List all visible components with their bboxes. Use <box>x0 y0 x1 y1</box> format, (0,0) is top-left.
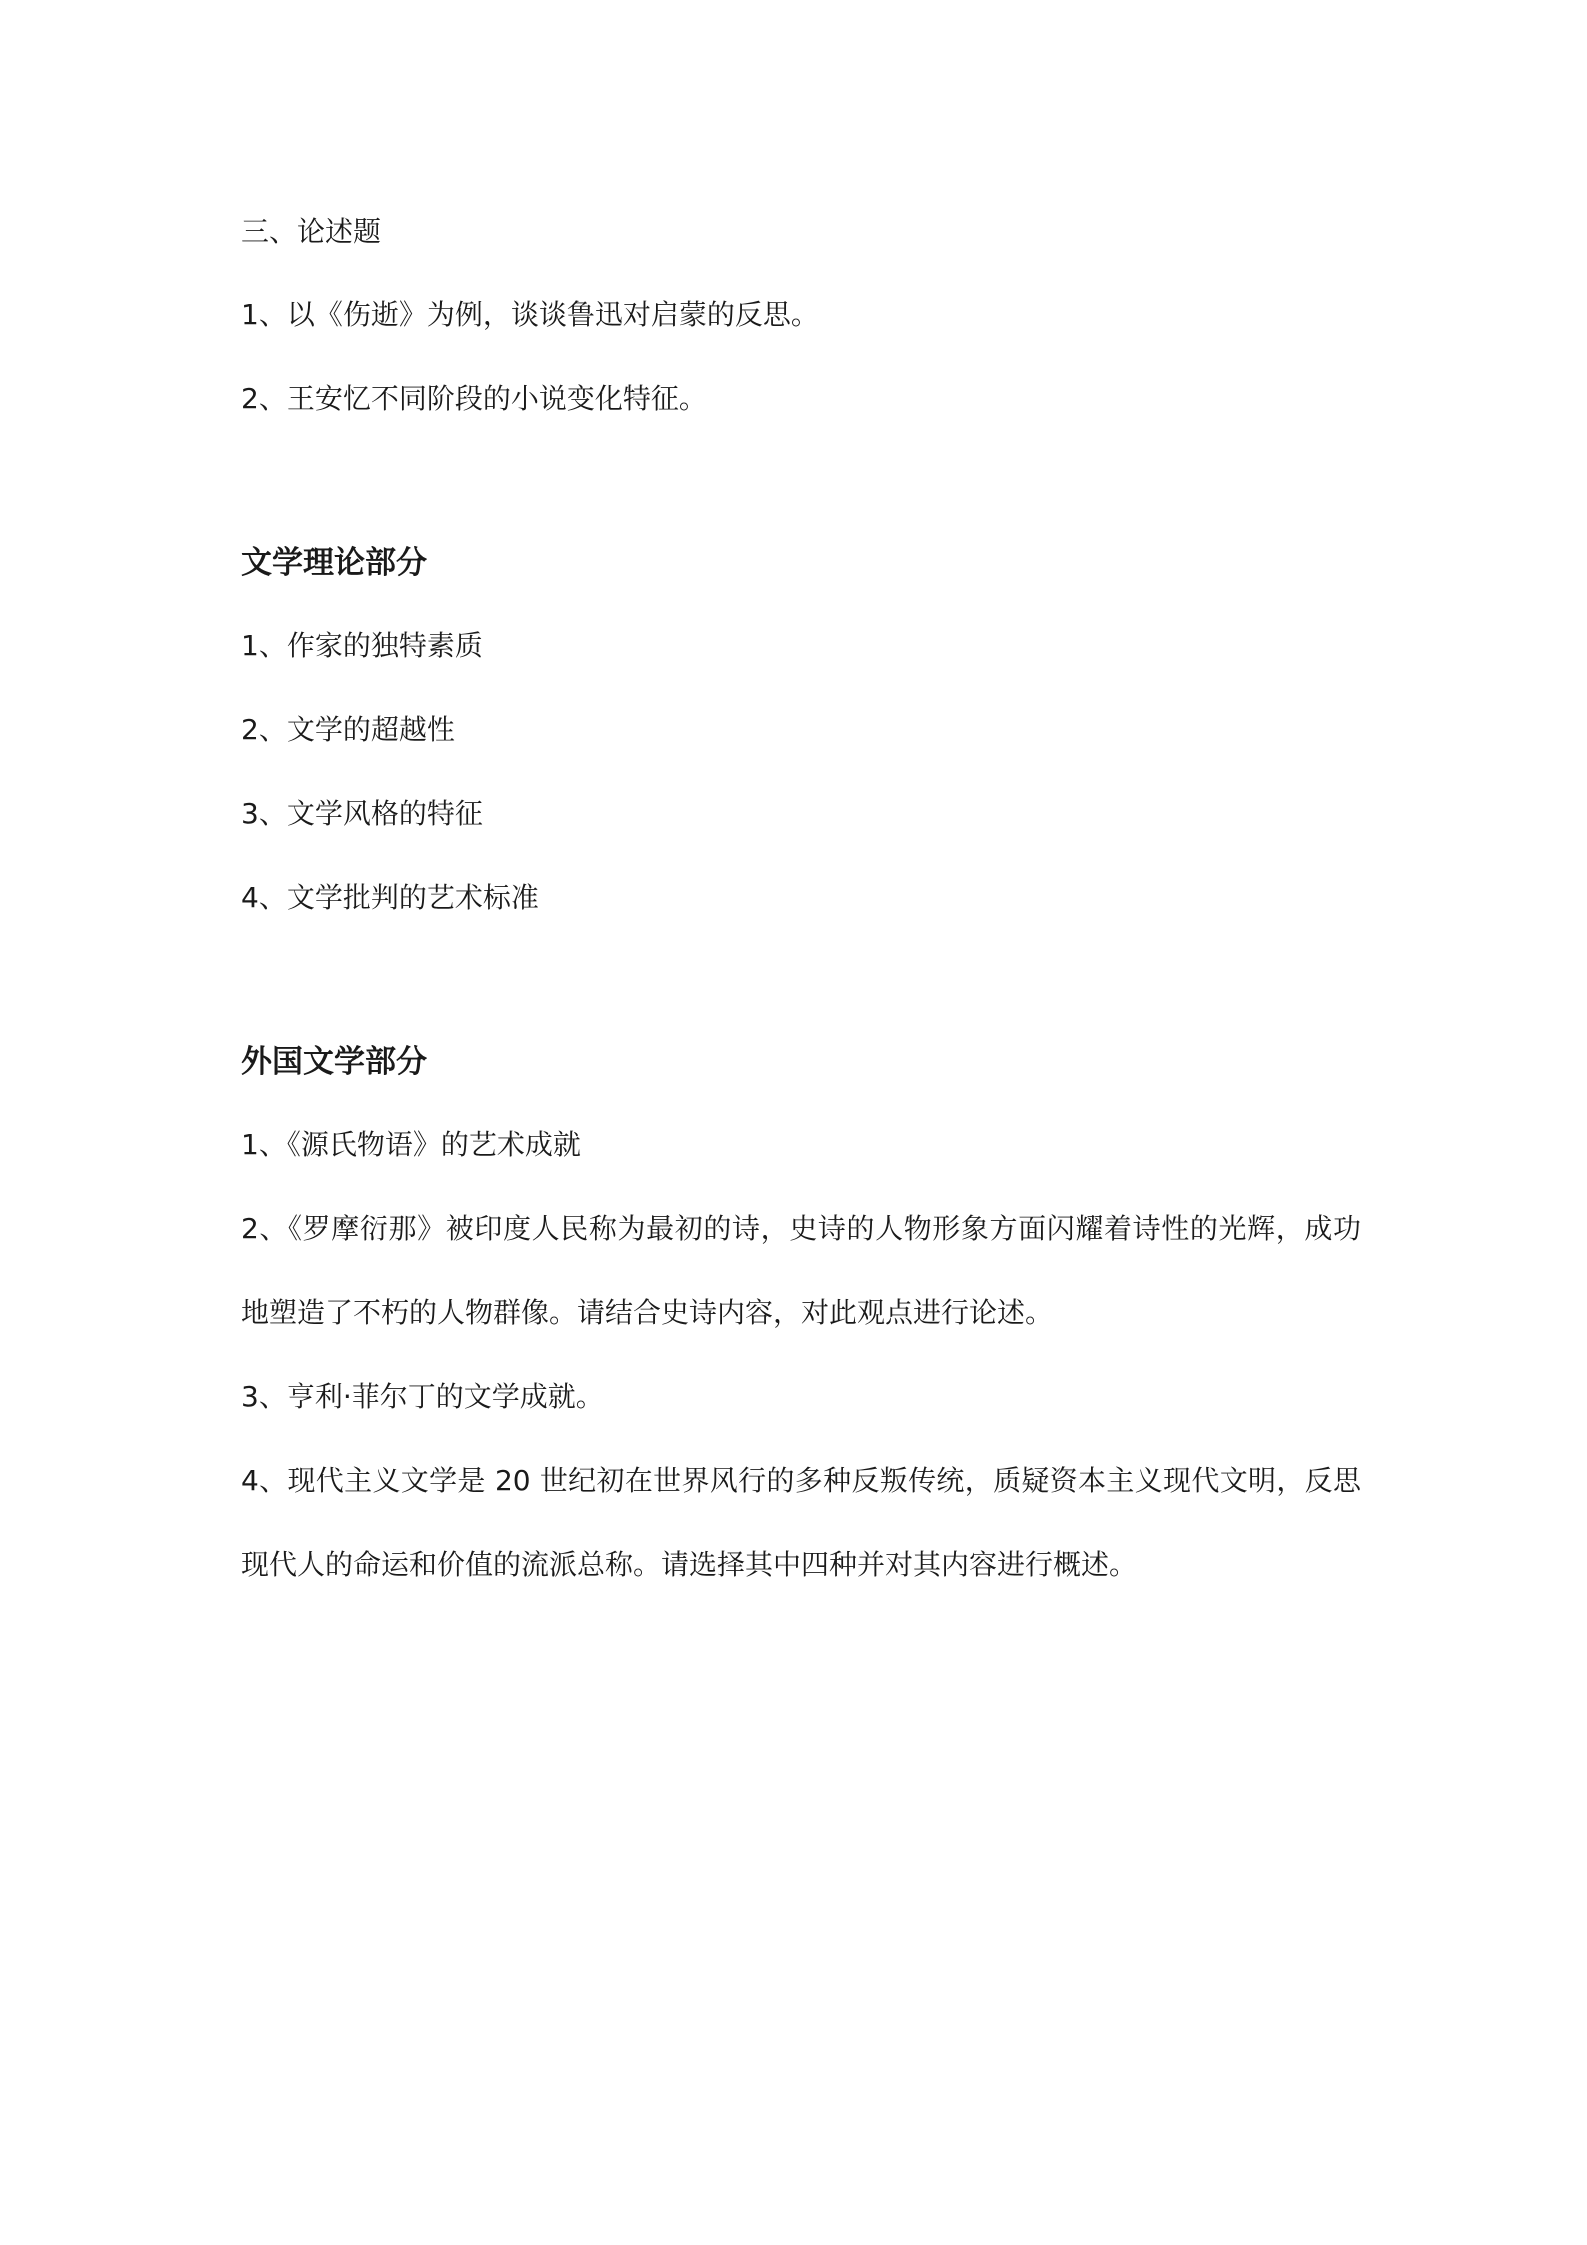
theory-item-2: 2、文学的超越性 <box>241 713 455 746</box>
foreign-item-4: 4、现代主义文学是 20 世纪初在世界风行的多种反叛传统，质疑资本主义现代文明，反思现代人的命运和价值的流派总称。请选择其中四种并对其内容进行概述。 <box>241 1464 1361 1581</box>
foreign-item-2: 2、《罗摩衍那》被印度人民称为最初的诗，史诗的人物形象方面闪耀着诗性的光辉，成功地塑造了不朽的人物群像。请结合史诗内容，对此观点进行论述。 <box>241 1212 1361 1329</box>
section-title-essay: 三、论述题 <box>241 215 382 248</box>
section-heading-literary-theory: 文学理论部分 <box>241 545 427 581</box>
foreign-item-1: 1、《源氏物语》的艺术成就 <box>241 1128 581 1161</box>
theory-item-4: 4、文学批判的艺术标准 <box>241 881 539 914</box>
section-heading-foreign-literature: 外国文学部分 <box>241 1044 427 1080</box>
foreign-item-3: 3、亨利·菲尔丁的文学成就。 <box>241 1380 604 1413</box>
document-body <box>241 212 1361 1607</box>
theory-item-3: 3、文学风格的特征 <box>241 797 483 830</box>
essay-question-2: 2、王安忆不同阶段的小说变化特征。 <box>241 382 707 415</box>
theory-item-1: 1、作家的独特素质 <box>241 629 483 662</box>
essay-question-1: 1、以《伤逝》为例，谈谈鲁迅对启蒙的反思。 <box>241 298 819 331</box>
